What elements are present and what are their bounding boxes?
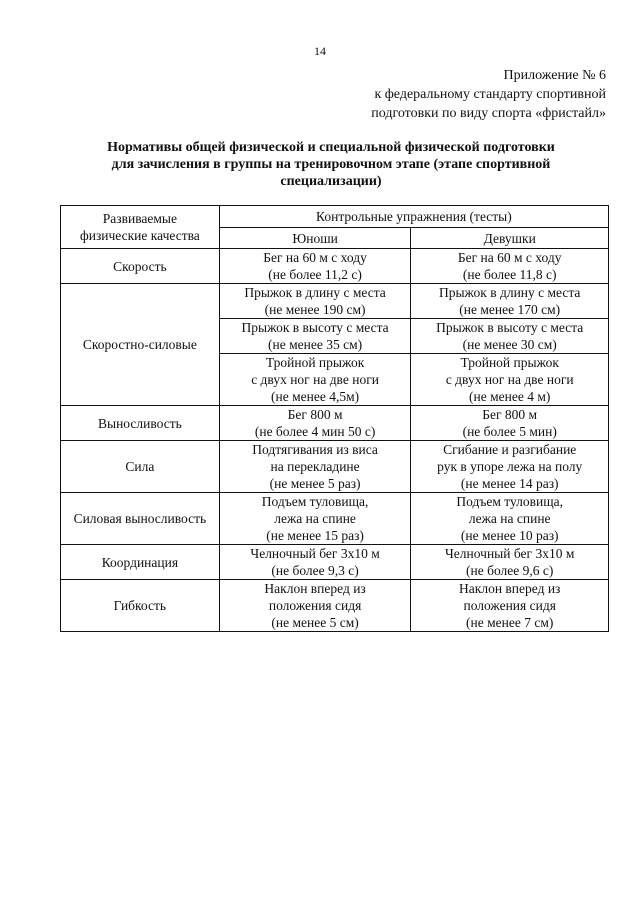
boys-test-cell bbox=[219, 284, 411, 319]
boys-test-cell bbox=[219, 493, 411, 545]
cell-line: (не менее 35 см) bbox=[268, 337, 363, 352]
quality-cell bbox=[61, 249, 220, 284]
cell-line: Тройной прыжок bbox=[460, 355, 559, 370]
table-row bbox=[61, 580, 609, 632]
cell-line: Гибкость bbox=[113, 598, 167, 613]
cell-line: Прыжок в длину с места bbox=[438, 285, 581, 300]
cell-line: (не менее 14 раз) bbox=[460, 476, 559, 491]
cell-line: (не менее 190 см) bbox=[264, 302, 366, 317]
cell-line: (не менее 7 см) bbox=[466, 615, 554, 630]
cell-line: Развиваемые bbox=[102, 211, 177, 226]
cell-line: на перекладине bbox=[270, 459, 360, 474]
cell-line: (не менее 10 раз) bbox=[460, 528, 559, 543]
table-body bbox=[61, 249, 609, 632]
girls-test-cell bbox=[411, 580, 609, 632]
cell-line: с двух ног на две ноги bbox=[251, 372, 379, 387]
norms-table bbox=[60, 205, 609, 632]
cell-line: Прыжок в высоту с места bbox=[436, 320, 584, 335]
cell-line: (не менее 4 м) bbox=[469, 389, 551, 404]
cell-line: Силовая выносливость bbox=[73, 511, 207, 526]
girls-test-cell bbox=[411, 249, 609, 284]
cell-line: (не более 11,2 с) bbox=[268, 267, 362, 282]
cell-line: физические качества bbox=[79, 228, 200, 243]
table-header bbox=[61, 206, 609, 249]
document-title bbox=[60, 139, 602, 190]
table-row bbox=[61, 406, 609, 441]
cell-line: с двух ног на две ноги bbox=[445, 372, 574, 387]
boys-test-cell bbox=[219, 354, 411, 406]
boys-test-cell bbox=[219, 249, 411, 284]
quality-cell bbox=[61, 545, 220, 580]
cell-line: (не менее 5 см) bbox=[271, 615, 359, 630]
girls-test-cell bbox=[411, 441, 609, 493]
cell-line: (не менее 30 см) bbox=[462, 337, 557, 352]
cell-line: Выносливость bbox=[98, 415, 182, 431]
cell-line: Подъем туловища, bbox=[261, 494, 369, 509]
cell-line: Координация bbox=[101, 554, 179, 570]
cell-line: Прыжок в длину с места bbox=[244, 285, 386, 300]
cell-line: лежа на спине bbox=[468, 511, 551, 526]
cell-line: Бег на 60 м с ходу bbox=[457, 250, 562, 265]
cell-line: Подъем туловища, bbox=[456, 494, 563, 509]
girls-test-cell bbox=[411, 354, 609, 406]
cell-line: Челночный бег 3х10 м bbox=[250, 546, 380, 561]
cell-line: (не более 9,6 с) bbox=[466, 563, 554, 578]
boys-test-cell bbox=[219, 441, 411, 493]
header-tests: Контрольные упражнения (тесты) bbox=[219, 206, 608, 228]
cell-line: (не более 5 мин) bbox=[462, 424, 557, 439]
cell-line: (не более 9,3 с) bbox=[271, 563, 359, 578]
boys-test-cell bbox=[219, 545, 411, 580]
table-row bbox=[61, 441, 609, 493]
boys-test-cell bbox=[219, 319, 411, 354]
quality-cell bbox=[61, 406, 220, 441]
cell-line: Наклон вперед из bbox=[459, 581, 561, 596]
header-boys: Юноши bbox=[219, 228, 411, 249]
girls-test-cell bbox=[411, 406, 609, 441]
girls-test-cell bbox=[411, 493, 609, 545]
girls-test-cell bbox=[411, 319, 609, 354]
page-number: 14 bbox=[314, 44, 326, 58]
table-row bbox=[61, 493, 609, 545]
cell-line: (не менее 5 раз) bbox=[269, 476, 361, 491]
cell-line: Бег на 60 м с ходу bbox=[263, 250, 367, 265]
cell-line: положения сидя bbox=[463, 598, 556, 613]
quality-cell bbox=[61, 284, 220, 406]
header-girls: Девушки bbox=[411, 228, 609, 249]
quality-cell bbox=[61, 580, 220, 632]
cell-line: (не более 4 мин 50 с) bbox=[254, 424, 376, 439]
table-row bbox=[61, 249, 609, 284]
appendix-line: Приложение № 6 bbox=[503, 68, 606, 83]
table-row bbox=[61, 284, 609, 319]
cell-line: Сгибание и разгибание bbox=[443, 442, 577, 457]
cell-line: Прыжок в высоту с места bbox=[241, 320, 389, 335]
cell-line: Наклон вперед из bbox=[264, 581, 366, 596]
appendix-block bbox=[371, 66, 606, 123]
cell-line: Челночный бег 3х10 м bbox=[445, 546, 575, 561]
cell-line: Скоростно-силовые bbox=[82, 337, 197, 352]
cell-line: (не менее 4,5м) bbox=[271, 389, 360, 404]
title-line: специализации) bbox=[280, 174, 382, 189]
cell-line: Сила bbox=[125, 459, 155, 474]
boys-test-cell bbox=[219, 580, 411, 632]
appendix-line: подготовки по виду спорта «фристайл» bbox=[371, 106, 606, 121]
girls-test-cell bbox=[411, 545, 609, 580]
cell-line: Тройной прыжок bbox=[265, 355, 365, 370]
cell-line: (не менее 170 см) bbox=[459, 302, 561, 317]
cell-line: Скорость bbox=[113, 258, 167, 274]
cell-line: Бег 800 м bbox=[482, 407, 538, 422]
cell-line: Бег 800 м bbox=[287, 407, 343, 422]
header-quality bbox=[61, 206, 220, 249]
cell-line: (не менее 15 раз) bbox=[266, 528, 364, 543]
girls-test-cell bbox=[411, 284, 609, 319]
boys-test-cell bbox=[219, 406, 411, 441]
cell-line: (не более 11,8 с) bbox=[462, 267, 557, 282]
title-line: Нормативы общей физической и специальной физической подготовки bbox=[107, 140, 555, 155]
quality-cell bbox=[61, 493, 220, 545]
cell-line: положения сидя bbox=[268, 598, 362, 613]
quality-cell bbox=[61, 441, 220, 493]
cell-line: лежа на спине bbox=[274, 511, 356, 526]
title-line: для зачисления в группы на тренировочном этапе (этапе спортивной bbox=[111, 157, 551, 172]
cell-line: рук в упоре лежа на полу bbox=[437, 459, 583, 474]
appendix-line: к федеральному стандарту спортивной bbox=[374, 87, 606, 102]
table-row bbox=[61, 545, 609, 580]
cell-line: Подтягивания из виса bbox=[252, 442, 378, 457]
